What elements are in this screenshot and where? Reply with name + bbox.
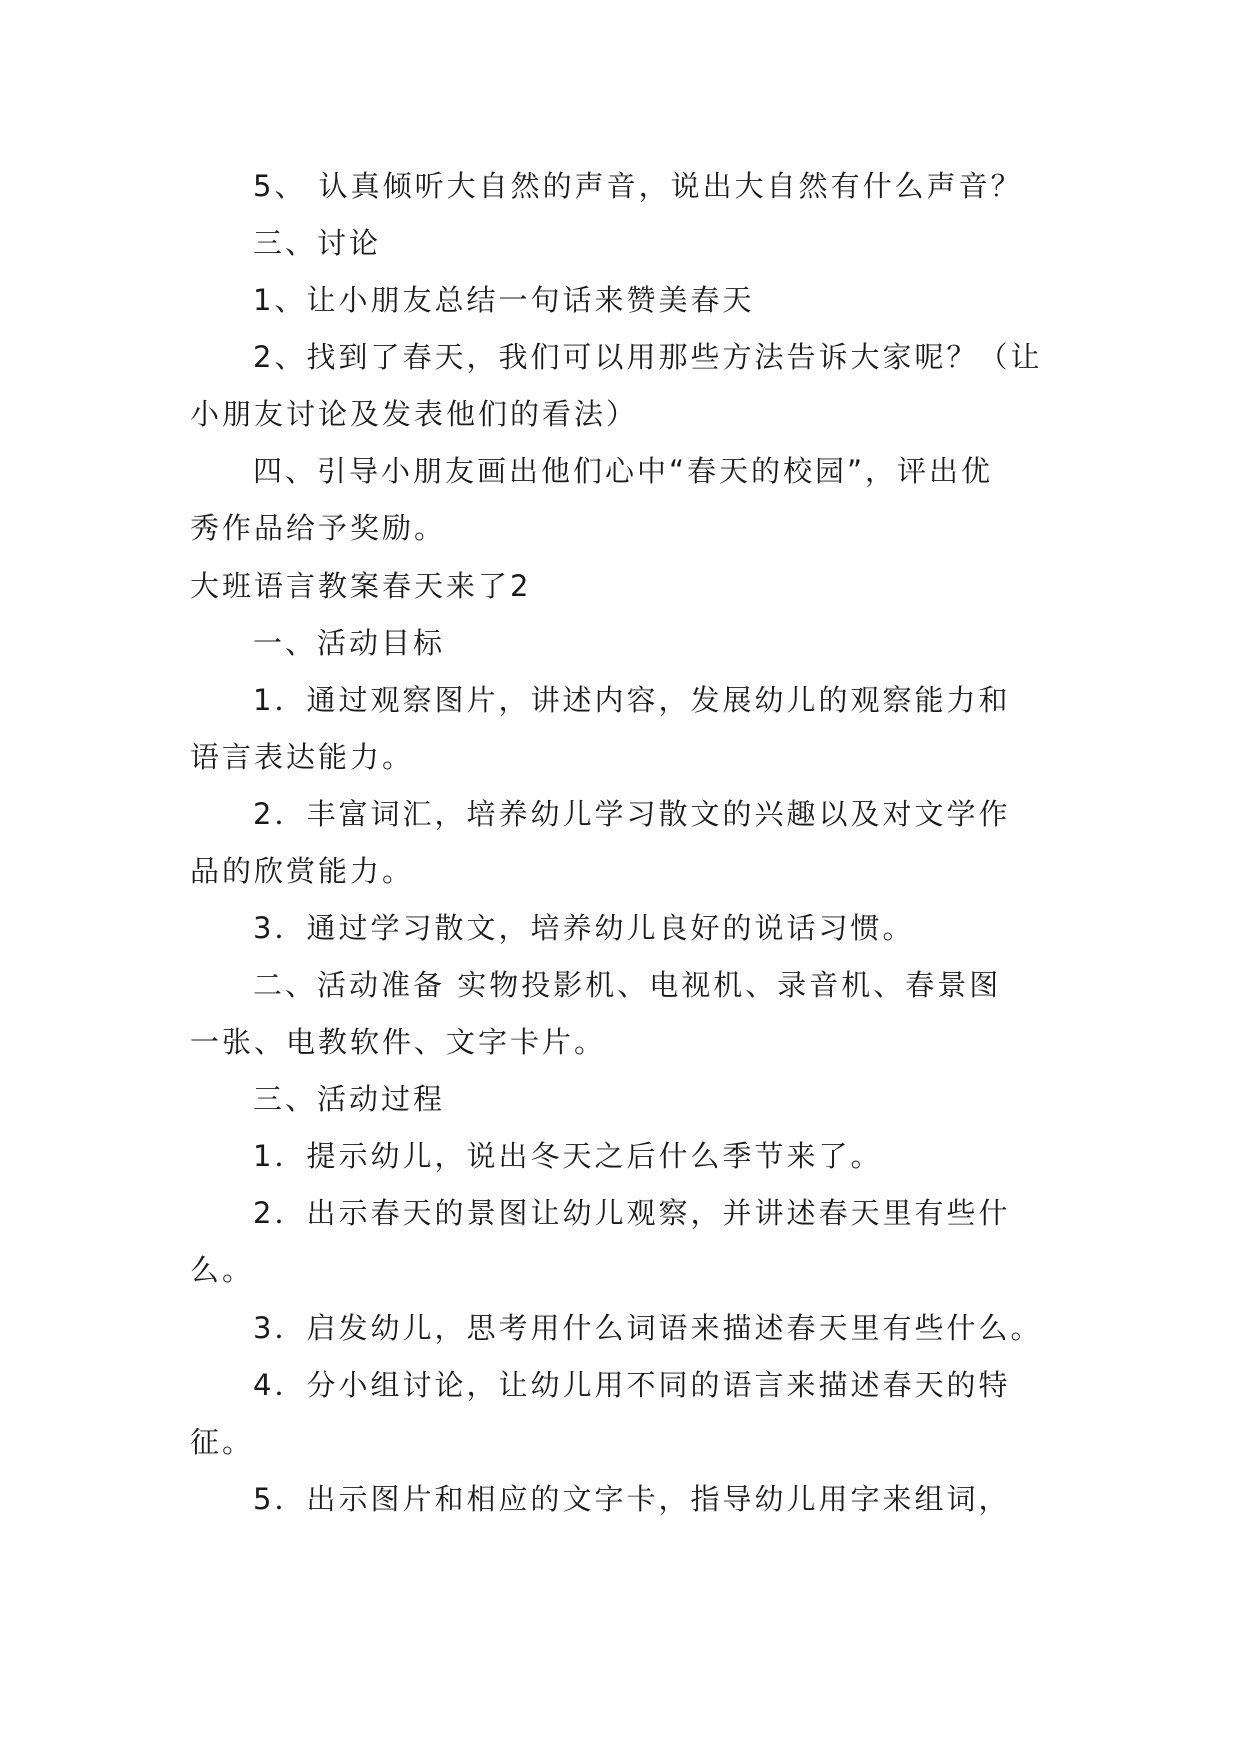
text-line: 1．通过观察图片，讲述内容，发展幼儿的观察能力和: [253, 683, 1011, 717]
text-line: 3．通过学习散文，培养幼儿良好的说话习惯。: [253, 911, 915, 945]
text-line: 品的欣赏能力。: [190, 854, 415, 888]
section-heading: 二、活动准备 实物投影机、电视机、录音机、春景图: [253, 968, 1002, 1002]
section-heading: 三、活动过程: [253, 1082, 446, 1116]
section-heading: 三、讨论: [253, 226, 382, 260]
section-heading: 一、活动目标: [253, 626, 446, 660]
text-line: 1．提示幼儿，说出冬天之后什么季节来了。: [253, 1139, 883, 1173]
text-line: 么。: [190, 1253, 255, 1287]
section-heading: 四、引导小朋友画出他们心中“春天的校园”，评出优: [253, 454, 994, 488]
text-line: 2、找到了春天，我们可以用那些方法告诉大家呢？（让: [253, 340, 1043, 374]
text-line: 5、 认真倾听大自然的声音，说出大自然有什么声音？: [253, 169, 1023, 203]
text-line: 征。: [190, 1425, 255, 1459]
text-line: 2．丰富词汇，培养幼儿学习散文的兴趣以及对文学作: [253, 797, 1011, 831]
text-line: 小朋友讨论及发表他们的看法）: [190, 397, 639, 431]
text-line: 秀作品给予奖励。: [190, 511, 447, 545]
text-line: 4．分小组讨论，让幼儿用不同的语言来描述春天的特: [253, 1368, 1011, 1402]
document-title: 大班语言教案春天来了2: [190, 569, 532, 603]
text-line: 3．启发幼儿，思考用什么词语来描述春天里有些什么。: [253, 1311, 1043, 1345]
text-line: 1、让小朋友总结一句话来赞美春天: [253, 283, 755, 317]
text-line: 2．出示春天的景图让幼儿观察，并讲述春天里有些什: [253, 1196, 1011, 1230]
text-line: 5．出示图片和相应的文字卡，指导幼儿用字来组词，: [253, 1482, 1011, 1516]
text-line: 语言表达能力。: [190, 740, 415, 774]
text-line: 一张、电教软件、文字卡片。: [190, 1025, 607, 1059]
